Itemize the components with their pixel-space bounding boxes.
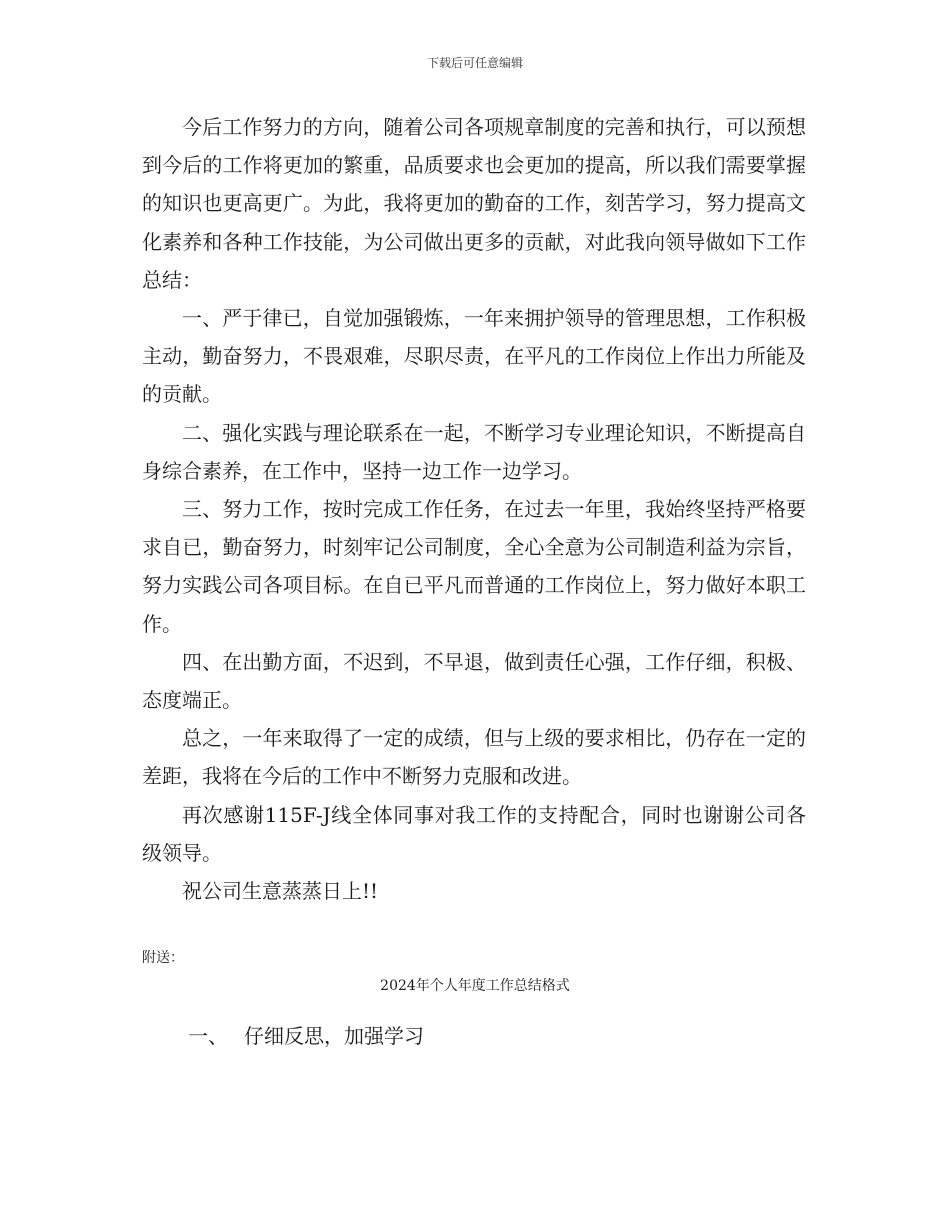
paragraph-closing-wish: 祝公司生意蒸蒸日上!! [182, 879, 379, 904]
paragraph-point-3: 三、努力工作，按时完成工作任务，在过去一年里，我始终坚持严格要求自已，勤奋努力，时刻牢记公司制度，全心全意为公司制造利益为宗旨，努力实践公司各项目标。在自已平凡而普通的工作岗位上，努力做好本职工作。 [142, 497, 806, 636]
paragraph-thanks: 再次感谢115F-J线全体同事对我工作的支持配合，同时也谢谢公司各级领导。 [142, 802, 806, 865]
section-title: 仔细反思，加强学习 [244, 1024, 424, 1048]
paragraph-intro: 今后工作努力的方向，随着公司各项规章制度的完善和执行，可以预想到今后的工作将更加的繁重，品质要求也会更加的提高，所以我们需要掌握的知识也更高更广。为此，我将更加的勤奋的工作，刻苦学习，努力提高文化素养和各种工作技能，为公司做出更多的贡献，对此我向领导做如下工作总结： [142, 115, 806, 292]
section-heading [188, 1020, 424, 1049]
paragraph-point-1: 一、严于律已，自觉加强锻炼，一年来拥护领导的管理思想，工作积极主动，勤奋努力，不畏艰难，尽职尽责，在平凡的工作岗位上作出力所能及的贡献。 [142, 306, 806, 407]
appendix-title: 2024年个人年度工作总结格式 [380, 978, 570, 994]
paragraph-point-2: 二、强化实践与理论联系在一起，不断学习专业理论知识，不断提高自身综合素养，在工作中，坚持一边工作一边学习。 [142, 420, 806, 483]
paragraph-point-4: 四、在出勤方面，不迟到，不早退，做到责任心强，工作仔细，积极、态度端正。 [142, 649, 806, 713]
document-body [142, 108, 806, 910]
paragraph-conclusion: 总之，一年来取得了一定的成绩，但与上级的要求相比，仍存在一定的差距，我将在今后的工作中不断努力克服和改进。 [142, 726, 806, 789]
page-header: 下载后可任意编辑 [426, 56, 523, 70]
appendix-label: 附送： [142, 950, 184, 966]
section-number: 一、 [188, 1024, 228, 1048]
